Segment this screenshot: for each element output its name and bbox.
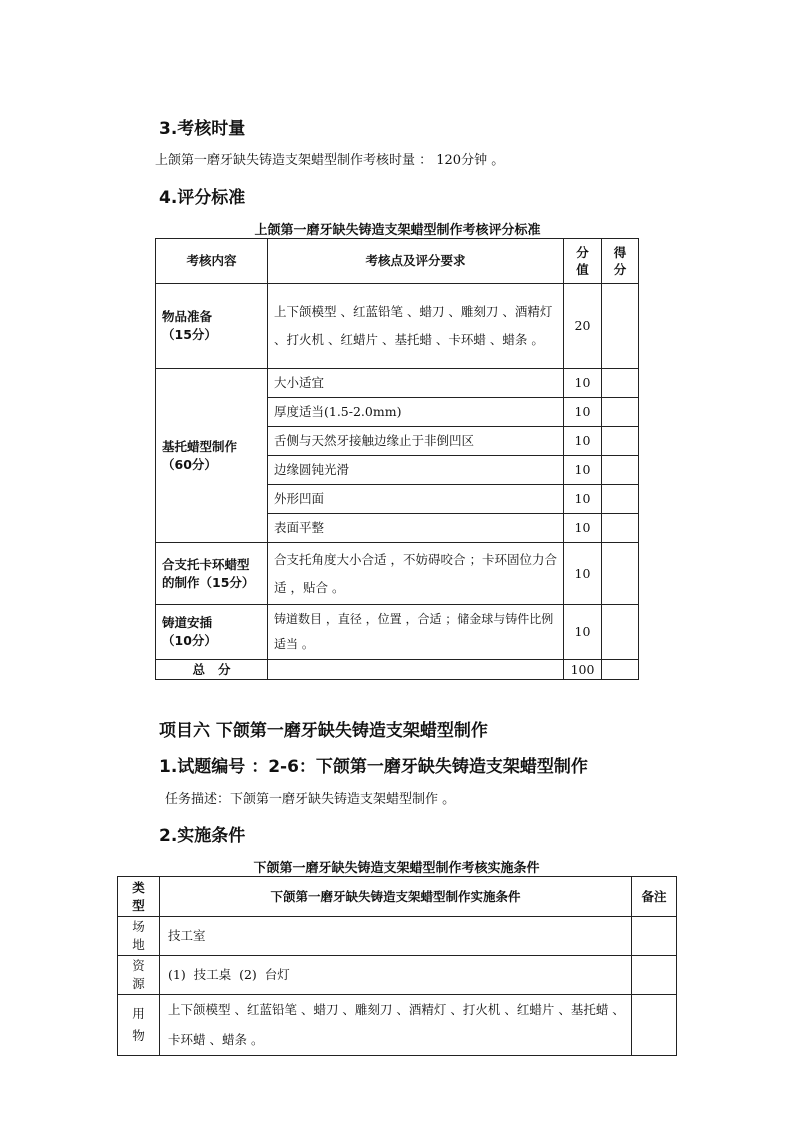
section-heading-time: 3.考核时量 <box>159 119 246 139</box>
score-header-score: 得分 <box>602 239 639 284</box>
score-total-value: 100 <box>564 660 602 680</box>
score-value: 10 <box>564 485 602 514</box>
score-blank <box>602 605 639 660</box>
score-value: 10 <box>564 398 602 427</box>
score-header-value: 分值 <box>564 239 602 284</box>
score-value: 10 <box>564 456 602 485</box>
section-heading-score: 4.评分标准 <box>159 188 246 208</box>
score-point: 大小适宜 <box>268 369 564 398</box>
score-blank <box>602 543 639 605</box>
score-blank <box>602 284 639 369</box>
conditions-header-cond: 下颌第一磨牙缺失铸造支架蜡型制作实施条件 <box>160 877 632 917</box>
score-table-caption: 上颌第一磨牙缺失铸造支架蜡型制作考核评分标准 <box>254 223 541 238</box>
score-point: 铸道数目 ，直径 ，位置 ，合适 ；储金球与铸件比例适当 。 <box>268 605 564 660</box>
score-blank <box>602 427 639 456</box>
conditions-note <box>632 917 677 956</box>
score-header-points: 考核点及评分要求 <box>268 239 564 284</box>
score-value: 10 <box>564 605 602 660</box>
conditions-cond: 技工室 <box>160 917 632 956</box>
conditions-header-type: 类型 <box>118 877 160 917</box>
score-point: 厚度适当(1.5-2.0mm) <box>268 398 564 427</box>
score-blank <box>602 660 639 680</box>
score-point: 合支托角度大小合适 ，不妨碍咬合 ；卡环固位力合适 ，贴合 。 <box>268 543 564 605</box>
score-group-name: 物品准备 （15分） <box>156 284 268 369</box>
conditions-header-note: 备注 <box>632 877 677 917</box>
score-value: 20 <box>564 284 602 369</box>
conditions-table <box>117 876 677 1056</box>
conditions-type: 用物 <box>118 995 160 1056</box>
score-value: 10 <box>564 427 602 456</box>
score-point: 边缘圆钝光滑 <box>268 456 564 485</box>
score-total-label: 总 分 <box>156 660 268 680</box>
task-description: 任务描述：下颌第一磨牙缺失铸造支架蜡型制作 。 <box>165 792 456 807</box>
score-blank <box>602 369 639 398</box>
score-value: 10 <box>564 514 602 543</box>
score-value: 10 <box>564 369 602 398</box>
conditions-type: 场地 <box>118 917 160 956</box>
score-blank <box>602 485 639 514</box>
score-blank <box>602 398 639 427</box>
conditions-cond: (1) 技工桌 (2) 台灯 <box>160 956 632 995</box>
score-point: 上下颌模型 、红蓝铅笔 、蜡刀 、雕刻刀 、酒精灯 、打火机 、红蜡片 、基托蜡 、卡环蜡 、蜡条 。 <box>268 284 564 369</box>
score-blank <box>268 660 564 680</box>
score-header-content: 考核内容 <box>156 239 268 284</box>
score-group-name: 基托蜡型制作 （60分） <box>156 369 268 543</box>
score-blank <box>602 456 639 485</box>
conditions-table-caption: 下颌第一磨牙缺失铸造支架蜡型制作考核实施条件 <box>253 861 540 876</box>
score-point: 舌侧与天然牙接触边缘止于非倒凹区 <box>268 427 564 456</box>
score-point: 表面平整 <box>268 514 564 543</box>
score-group-name: 铸道安插 （10分） <box>156 605 268 660</box>
time-text: 上颌第一磨牙缺失铸造支架蜡型制作考核时量 ： 120分钟 。 <box>155 153 505 168</box>
score-group-name: 合支托卡环蜡型的制作（15分） <box>156 543 268 605</box>
score-point: 外形凹面 <box>268 485 564 514</box>
conditions-note <box>632 995 677 1056</box>
score-blank <box>602 514 639 543</box>
project-title: 项目六 下颌第一磨牙缺失铸造支架蜡型制作 <box>159 721 488 741</box>
score-value: 10 <box>564 543 602 605</box>
conditions-type: 资源 <box>118 956 160 995</box>
conditions-note <box>632 956 677 995</box>
conditions-cond: 上下颌模型 、红蓝铅笔 、蜡刀 、雕刻刀 、酒精灯 、打火机 、红蜡片 、基托蜡 、卡环蜡 、蜡条 。 <box>160 995 632 1056</box>
item-heading: 1.试题编号 ：2-6：下颌第一磨牙缺失铸造支架蜡型制作 <box>159 757 588 777</box>
conditions-heading: 2.实施条件 <box>159 826 246 846</box>
score-table <box>155 238 639 680</box>
